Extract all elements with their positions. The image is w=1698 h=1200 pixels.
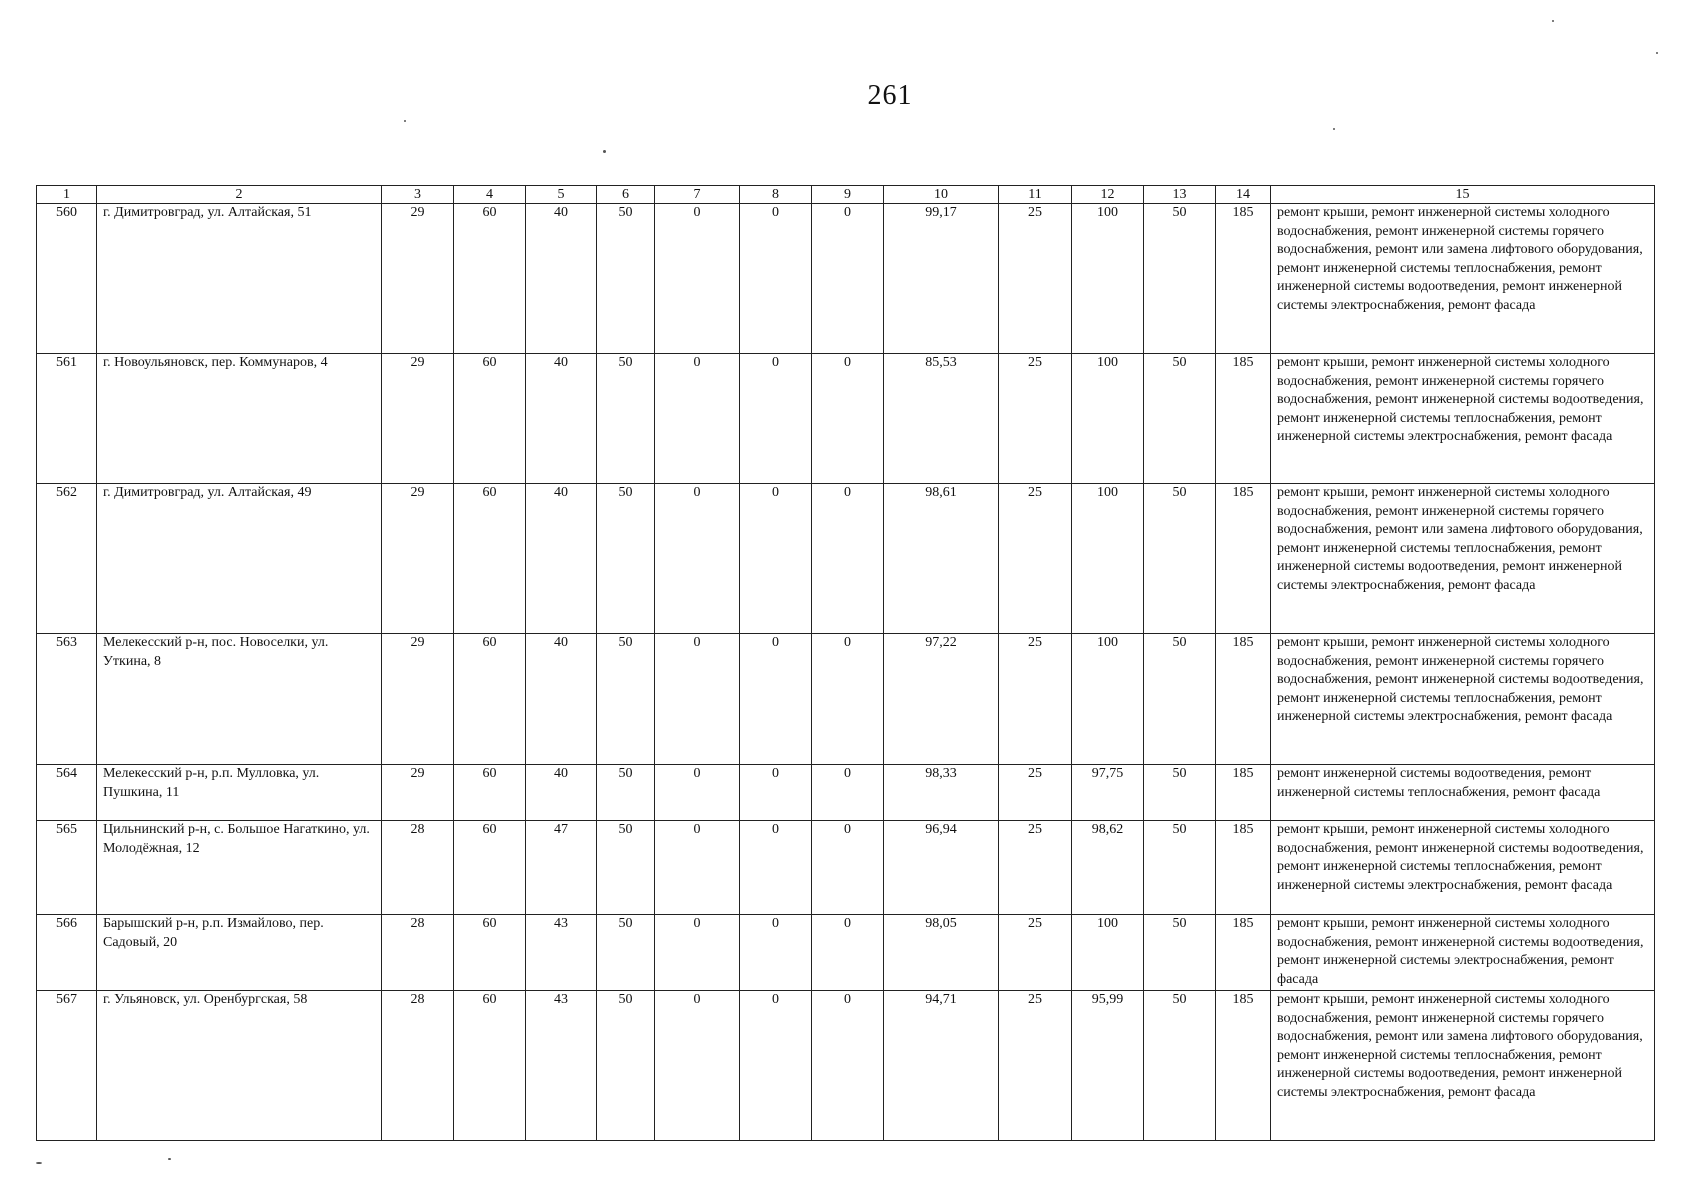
table-cell: 0 [740,634,812,765]
address-cell: Барышский р-н, р.п. Измайлово, пер. Садовый, 20 [97,915,382,991]
table-cell: 50 [1144,991,1216,1141]
table-cell: 0 [740,354,812,484]
table-row [37,204,1655,354]
address-cell: Цильнинский р-н, с. Большое Нагаткино, ул. Молодёжная, 12 [97,821,382,915]
table-cell: 100 [1072,915,1144,991]
table-cell: 0 [812,204,884,354]
row-number: 563 [37,634,97,765]
table-cell: 0 [812,915,884,991]
table-cell: 100 [1072,634,1144,765]
column-header: 8 [740,186,812,204]
table-cell: 98,61 [884,484,999,634]
column-header: 3 [382,186,454,204]
table-cell: 96,94 [884,821,999,915]
table-cell: 50 [597,204,655,354]
table-cell: 50 [1144,765,1216,821]
table-cell: 25 [999,915,1072,991]
table-row [37,821,1655,915]
table-cell: 50 [597,484,655,634]
table-cell: 100 [1072,354,1144,484]
address-cell: г. Ульяновск, ул. Оренбургская, 58 [97,991,382,1141]
column-header: 10 [884,186,999,204]
column-header: 11 [999,186,1072,204]
table-row [37,915,1655,991]
table-cell: 0 [655,821,740,915]
table-cell: 25 [999,204,1072,354]
table-cell: 185 [1216,484,1271,634]
scan-speck [1333,128,1335,130]
works-cell: ремонт инженерной системы водоотведения, ремонт инженерной системы теплоснабжения, ремонт фасада [1271,765,1655,821]
row-number: 561 [37,354,97,484]
table-cell: 0 [740,204,812,354]
table-cell: 60 [454,484,526,634]
table-cell: 25 [999,354,1072,484]
table-cell: 0 [740,765,812,821]
table-row [37,484,1655,634]
scan-speck [36,1162,42,1164]
table-cell: 185 [1216,991,1271,1141]
table-cell: 40 [526,484,597,634]
table-cell: 185 [1216,634,1271,765]
works-cell: ремонт крыши, ремонт инженерной системы холодного водоснабжения, ремонт инженерной системы горячего водоснабжения, ремонт инженерной системы водоотведения, ремонт инженерной системы теплоснабжения, ремонт инженерной системы электроснабжения, ремонт фасада [1271,354,1655,484]
table-cell: 50 [597,991,655,1141]
scan-speck [1656,52,1658,54]
table-cell: 25 [999,484,1072,634]
row-number: 564 [37,765,97,821]
table-cell: 47 [526,821,597,915]
scan-speck [1552,20,1554,22]
address-cell: г. Новоульяновск, пер. Коммунаров, 4 [97,354,382,484]
header-row [37,186,1655,204]
table-row [37,634,1655,765]
table-cell: 43 [526,991,597,1141]
row-number: 565 [37,821,97,915]
table-cell: 0 [812,634,884,765]
works-cell: ремонт крыши, ремонт инженерной системы холодного водоснабжения, ремонт инженерной системы водоотведения, ремонт инженерной системы теплоснабжения, ремонт инженерной системы электроснабжения, ремонт фасада [1271,821,1655,915]
scan-speck [603,150,606,153]
table-cell: 50 [597,354,655,484]
table-cell: 25 [999,634,1072,765]
table-cell: 29 [382,204,454,354]
table-cell: 28 [382,821,454,915]
column-header: 6 [597,186,655,204]
table-cell: 0 [740,484,812,634]
table-cell: 0 [655,204,740,354]
table-cell: 50 [597,821,655,915]
table-cell: 0 [655,484,740,634]
table-cell: 0 [812,354,884,484]
table-cell: 29 [382,354,454,484]
table-cell: 40 [526,354,597,484]
works-cell: ремонт крыши, ремонт инженерной системы холодного водоснабжения, ремонт инженерной системы горячего водоснабжения, ремонт или замена лифтового оборудования, ремонт инженерной системы теплоснабжения, ремонт инженерной системы водоотведения, ремонт инженерной системы электроснабжения, ремонт фасада [1271,484,1655,634]
table-cell: 94,71 [884,991,999,1141]
table-cell: 185 [1216,915,1271,991]
table-cell: 25 [999,821,1072,915]
table-cell: 0 [655,765,740,821]
scan-speck [404,120,406,122]
table-cell: 40 [526,204,597,354]
table-cell: 0 [740,991,812,1141]
table-cell: 50 [1144,821,1216,915]
works-cell: ремонт крыши, ремонт инженерной системы холодного водоснабжения, ремонт инженерной системы горячего водоснабжения, ремонт инженерной системы водоотведения, ремонт инженерной системы теплоснабжения, ремонт инженерной системы электроснабжения, ремонт фасада [1271,634,1655,765]
table-cell: 60 [454,634,526,765]
table-cell: 60 [454,204,526,354]
table-cell: 50 [1144,354,1216,484]
table-cell: 85,53 [884,354,999,484]
table-cell: 100 [1072,484,1144,634]
table-cell: 98,33 [884,765,999,821]
column-header: 14 [1216,186,1271,204]
column-header: 4 [454,186,526,204]
table-cell: 0 [812,991,884,1141]
table-cell: 50 [1144,204,1216,354]
table-cell: 95,99 [1072,991,1144,1141]
table-cell: 185 [1216,821,1271,915]
table-cell: 98,05 [884,915,999,991]
table-row [37,354,1655,484]
column-header: 2 [97,186,382,204]
table-cell: 185 [1216,354,1271,484]
table-cell: 40 [526,765,597,821]
column-header: 5 [526,186,597,204]
row-number: 567 [37,991,97,1141]
table-row [37,991,1655,1141]
column-header: 9 [812,186,884,204]
table-cell: 60 [454,915,526,991]
table-cell: 0 [740,915,812,991]
table-cell: 0 [812,765,884,821]
table-cell: 50 [1144,634,1216,765]
table-cell: 0 [812,821,884,915]
row-number: 566 [37,915,97,991]
table-row [37,765,1655,821]
table-cell: 50 [1144,484,1216,634]
table-cell: 50 [597,765,655,821]
works-cell: ремонт крыши, ремонт инженерной системы холодного водоснабжения, ремонт инженерной системы водоотведения, ремонт инженерной системы электроснабжения, ремонт фасада [1271,915,1655,991]
table-cell: 0 [812,484,884,634]
table-cell: 29 [382,765,454,821]
table-cell: 0 [655,634,740,765]
table-cell: 99,17 [884,204,999,354]
table-cell: 50 [597,915,655,991]
table-cell: 43 [526,915,597,991]
table-cell: 60 [454,354,526,484]
table-cell: 0 [740,821,812,915]
address-cell: Мелекесский р-н, пос. Новоселки, ул. Уткина, 8 [97,634,382,765]
table-cell: 100 [1072,204,1144,354]
column-header: 1 [37,186,97,204]
table-cell: 98,62 [1072,821,1144,915]
table-cell: 97,22 [884,634,999,765]
works-cell: ремонт крыши, ремонт инженерной системы холодного водоснабжения, ремонт инженерной системы горячего водоснабжения, ремонт или замена лифтового оборудования, ремонт инженерной системы теплоснабжения, ремонт инженерной системы водоотведения, ремонт инженерной системы электроснабжения, ремонт фасада [1271,204,1655,354]
row-number: 562 [37,484,97,634]
table-cell: 50 [597,634,655,765]
table-cell: 0 [655,915,740,991]
table-cell: 25 [999,765,1072,821]
table-cell: 29 [382,634,454,765]
table-cell: 29 [382,484,454,634]
address-cell: г. Димитровград, ул. Алтайская, 51 [97,204,382,354]
table-cell: 40 [526,634,597,765]
table-cell: 50 [1144,915,1216,991]
works-cell: ремонт крыши, ремонт инженерной системы холодного водоснабжения, ремонт инженерной системы горячего водоснабжения, ремонт или замена лифтового оборудования, ремонт инженерной системы теплоснабжения, ремонт инженерной системы водоотведения, ремонт инженерной системы электроснабжения, ремонт фасада [1271,991,1655,1141]
data-table [36,185,1655,1141]
table-cell: 97,75 [1072,765,1144,821]
table-cell: 0 [655,354,740,484]
table-cell: 28 [382,915,454,991]
table-cell: 0 [655,991,740,1141]
table-cell: 60 [454,821,526,915]
column-header: 7 [655,186,740,204]
row-number: 560 [37,204,97,354]
column-header: 12 [1072,186,1144,204]
table-cell: 185 [1216,204,1271,354]
table-cell: 28 [382,991,454,1141]
page-number: 261 [867,80,913,111]
address-cell: г. Димитровград, ул. Алтайская, 49 [97,484,382,634]
column-header: 15 [1271,186,1655,204]
table-cell: 25 [999,991,1072,1141]
table-cell: 60 [454,991,526,1141]
address-cell: Мелекесский р-н, р.п. Мулловка, ул. Пушкина, 11 [97,765,382,821]
table-cell: 60 [454,765,526,821]
table-cell: 185 [1216,765,1271,821]
column-header: 13 [1144,186,1216,204]
scan-speck [168,1158,171,1160]
